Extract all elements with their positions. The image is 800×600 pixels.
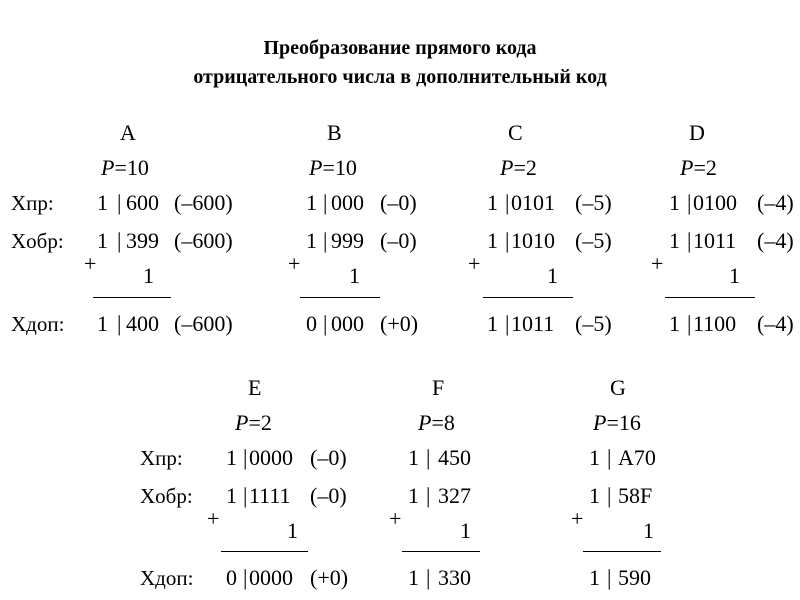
row-label-inverse-bottom: Xобр: — [140, 484, 193, 508]
magnitude-digits: 450 — [438, 445, 471, 470]
sum-line — [402, 551, 480, 552]
decimal-value-note: (–5) — [575, 190, 612, 215]
base-variable: P — [418, 410, 432, 435]
magnitude-digits: A70 — [618, 445, 656, 470]
sign-separator: | — [687, 190, 692, 215]
decimal-value-note: (–600) — [174, 228, 233, 253]
base-value: =2 — [693, 155, 717, 180]
example-label-b: B — [327, 120, 342, 145]
addend-one: 1 — [349, 263, 360, 288]
magnitude-digits: 1111 — [249, 483, 291, 508]
magnitude-digits: 399 — [126, 228, 159, 253]
sign-separator: | — [687, 228, 692, 253]
example-label-d: D — [689, 120, 705, 145]
sign-digit: 1 — [669, 311, 680, 336]
sign-separator: | — [607, 483, 612, 508]
base-value: =16 — [606, 410, 641, 435]
sum-line — [93, 297, 171, 298]
magnitude-digits: 0100 — [693, 190, 737, 215]
plus-sign: + — [84, 251, 97, 276]
example-label-f: F — [432, 375, 445, 400]
decimal-value-note: (+0) — [380, 311, 419, 336]
sign-separator: | — [243, 483, 248, 508]
sign-digit: 1 — [408, 483, 419, 508]
decimal-value-note: (–5) — [575, 311, 612, 336]
row-label-direct-top: Xпр: — [11, 191, 54, 215]
magnitude-digits: 1011 — [693, 228, 737, 253]
decimal-value-note: (–0) — [380, 190, 417, 215]
magnitude-digits: 0101 — [511, 190, 555, 215]
magnitude-digits: 330 — [438, 565, 471, 590]
base-value: =8 — [431, 410, 455, 435]
base-variable: P — [235, 410, 249, 435]
sign-digit: 1 — [97, 228, 108, 253]
sign-separator: | — [243, 565, 248, 590]
base-variable: P — [500, 155, 514, 180]
base-value: =2 — [248, 410, 272, 435]
magnitude-digits: 0000 — [249, 565, 293, 590]
sum-line — [583, 551, 661, 552]
sign-separator: | — [505, 228, 510, 253]
sign-separator: | — [505, 311, 510, 336]
sign-separator: | — [117, 190, 122, 215]
sign-separator: | — [426, 445, 431, 470]
addend-one: 1 — [547, 263, 558, 288]
decimal-value-note: (–4) — [757, 190, 794, 215]
base-variable: P — [593, 410, 607, 435]
decimal-value-note: (–4) — [757, 228, 794, 253]
sign-separator: | — [323, 311, 328, 336]
sign-digit: 1 — [589, 565, 600, 590]
row-label-direct-bottom: Xпр: — [140, 446, 183, 470]
sign-separator: | — [323, 190, 328, 215]
base-variable: P — [680, 155, 694, 180]
sign-digit: 1 — [226, 445, 237, 470]
row-label-inverse-top: Xобр: — [11, 229, 64, 253]
sign-digit: 1 — [306, 190, 317, 215]
sign-digit: 1 — [669, 228, 680, 253]
magnitude-digits: 999 — [331, 228, 364, 253]
sign-digit: 1 — [97, 311, 108, 336]
sum-line — [483, 297, 573, 298]
sign-separator: | — [607, 445, 612, 470]
decimal-value-note: (–600) — [174, 311, 233, 336]
addend-one: 1 — [643, 518, 654, 543]
base-c — [500, 156, 537, 180]
base-d — [680, 156, 717, 180]
sign-digit: 0 — [226, 565, 237, 590]
magnitude-digits: 400 — [126, 311, 159, 336]
sign-digit: 1 — [306, 228, 317, 253]
magnitude-digits: 600 — [126, 190, 159, 215]
decimal-value-note: (–5) — [575, 228, 612, 253]
decimal-value-note: (–600) — [174, 190, 233, 215]
sign-separator: | — [687, 311, 692, 336]
magnitude-digits: 1100 — [693, 311, 737, 336]
decimal-value-note: (+0) — [310, 565, 349, 590]
base-variable: P — [101, 155, 115, 180]
sign-separator: | — [426, 565, 431, 590]
plus-sign: + — [468, 251, 481, 276]
magnitude-digits: 58F — [618, 483, 653, 508]
sign-digit: 1 — [669, 190, 680, 215]
sign-digit: 1 — [487, 311, 498, 336]
sign-separator: | — [117, 311, 122, 336]
magnitude-digits: 590 — [618, 565, 651, 590]
sign-digit: 0 — [306, 311, 317, 336]
decimal-value-note: (–0) — [310, 445, 347, 470]
magnitude-digits: 000 — [331, 311, 364, 336]
sign-digit: 1 — [589, 445, 600, 470]
sign-separator: | — [426, 483, 431, 508]
sign-digit: 1 — [408, 445, 419, 470]
row-label-complement-bottom: Xдоп: — [140, 566, 194, 590]
sign-separator: | — [323, 228, 328, 253]
sign-separator: | — [117, 228, 122, 253]
base-value: =2 — [513, 155, 537, 180]
addend-one: 1 — [143, 263, 154, 288]
example-label-c: C — [508, 120, 523, 145]
plus-sign: + — [389, 506, 402, 531]
row-label-complement-top: Xдоп: — [11, 312, 65, 336]
sign-separator: | — [607, 565, 612, 590]
base-value: =10 — [322, 155, 357, 180]
magnitude-digits: 0000 — [249, 445, 293, 470]
sum-line — [665, 297, 755, 298]
base-e — [235, 411, 272, 435]
sum-line — [221, 551, 308, 552]
base-a — [101, 156, 149, 180]
sum-line — [300, 297, 380, 298]
sign-separator: | — [505, 190, 510, 215]
sign-digit: 1 — [226, 483, 237, 508]
magnitude-digits: 327 — [438, 483, 471, 508]
sign-digit: 1 — [589, 483, 600, 508]
decimal-value-note: (–4) — [757, 311, 794, 336]
plus-sign: + — [207, 506, 220, 531]
plus-sign: + — [288, 251, 301, 276]
base-value: =10 — [114, 155, 149, 180]
decimal-value-note: (–0) — [380, 228, 417, 253]
addend-one: 1 — [460, 518, 471, 543]
sign-digit: 1 — [487, 190, 498, 215]
sign-separator: | — [243, 445, 248, 470]
example-label-e: E — [248, 375, 262, 400]
plus-sign: + — [651, 251, 664, 276]
sign-digit: 1 — [487, 228, 498, 253]
base-g — [593, 411, 641, 435]
base-variable: P — [309, 155, 323, 180]
magnitude-digits: 1011 — [511, 311, 555, 336]
base-b — [309, 156, 357, 180]
base-f — [418, 411, 455, 435]
magnitude-digits: 1010 — [511, 228, 555, 253]
example-label-a: A — [120, 120, 136, 145]
example-label-g: G — [610, 375, 626, 400]
sign-digit: 1 — [97, 190, 108, 215]
decimal-value-note: (–0) — [310, 483, 347, 508]
addend-one: 1 — [287, 518, 298, 543]
title-line-1: Преобразование прямого кода — [263, 37, 537, 59]
addend-one: 1 — [729, 263, 740, 288]
plus-sign: + — [571, 506, 584, 531]
title-line-2: отрицательного числа в дополнительный код — [193, 66, 607, 88]
sign-digit: 1 — [408, 565, 419, 590]
magnitude-digits: 000 — [331, 190, 364, 215]
